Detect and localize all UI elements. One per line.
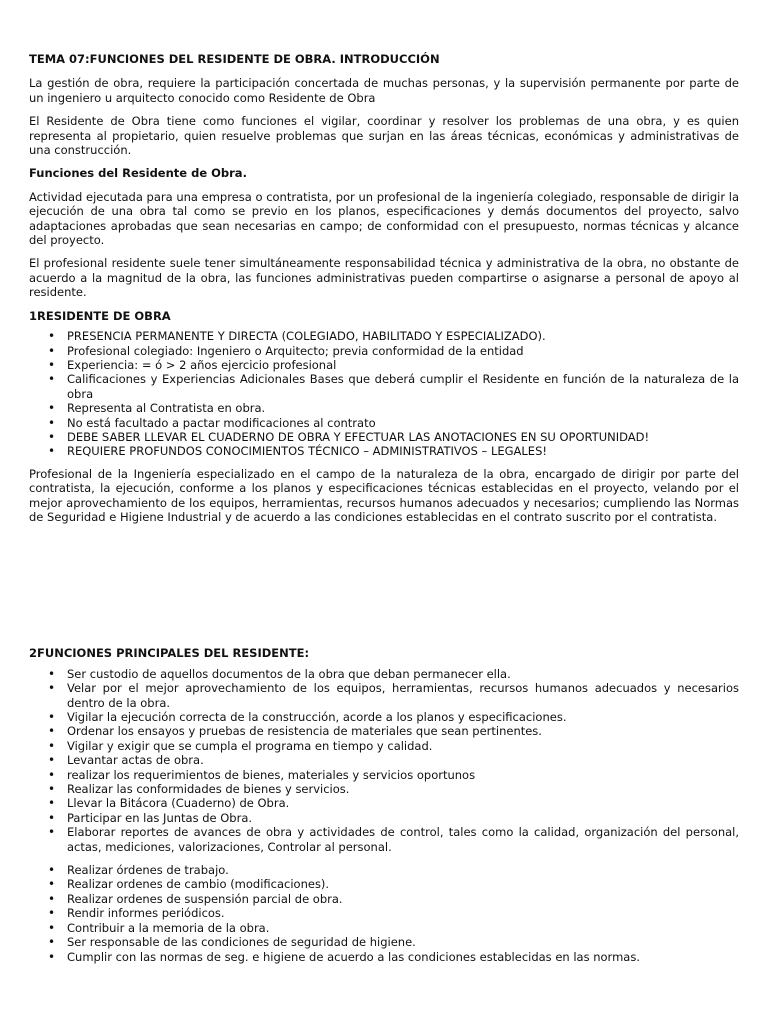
list-item-text: Ser custodio de aquellos documentos de la obra que deban permanecer ella. [67, 666, 511, 681]
intro-paragraph-2: El Residente de Obra tiene como funciones el vigilar, coordinar y resolver los problemas de una obra, y es quien representa al propietario, quien resuelve problemas que surjan en las áreas técnicas, económicas y administrativas de una construcción. [29, 114, 739, 158]
list-item [29, 739, 739, 753]
bullet-icon: • [48, 891, 56, 906]
list-item-text: Ser responsable de las condiciones de seguridad de higiene. [67, 935, 416, 950]
list-item-text: Experiencia: = ó > 2 años ejercicio profesional [67, 357, 337, 372]
bullet-icon: • [48, 767, 56, 782]
bullet-icon: • [48, 782, 56, 797]
bullet-icon: • [48, 401, 56, 416]
list-item-text: Representa al Contratista en obra. [67, 401, 266, 416]
list-item-text: DEBE SABER LLEVAR EL CUADERNO DE OBRA Y EFECTUAR LAS ANOTACIONES EN SU OPORTUNIDAD! [67, 429, 650, 444]
list-item-text: Ordenar los ensayos y pruebas de resistencia de materiales que sean pertinentes. [67, 724, 542, 739]
bullet-icon: • [48, 825, 56, 840]
list-item [29, 935, 739, 949]
list-item-text: Rendir informes periódicos. [67, 906, 225, 921]
funciones-paragraph-1: Actividad ejecutada para una empresa o contratista, por un profesional de la ingeniería colegiado, responsable de dirigir la ejecución de una obra tal como se previo en los planos, especificaciones y demás documentos del proyecto, salvo adaptaciones aprobadas que sean necesarias en campo; de conformidad con el presupuesto, normas técnicas y alcance del proyecto. [29, 189, 739, 248]
list-item-text: Velar por el mejor aprovechamiento de los equipos, herramientas, recursos humanos adecuados y necesarios dentro de la obra. [67, 681, 739, 710]
bullet-icon: • [48, 429, 56, 444]
list-item-text: Elaborar reportes de avances de obra y actividades de control, tales como la calidad, organización del personal, actas, mediciones, valorizaciones, Controlar al personal. [67, 825, 739, 854]
list-item-text: Realizar órdenes de trabajo. [67, 863, 229, 878]
bullet-icon: • [48, 796, 56, 811]
list-item [29, 863, 739, 877]
bullet-icon: • [48, 753, 56, 768]
list-item [29, 710, 739, 724]
section1-list [29, 329, 739, 459]
bullet-icon: • [48, 863, 56, 878]
list-item-text: Llevar la Bitácora (Cuaderno) de Obra. [67, 796, 290, 811]
list-item-text: Realizar ordenes de cambio (modificaciones). [67, 877, 330, 892]
bullet-icon: • [48, 666, 56, 681]
list-item [29, 358, 739, 372]
list-gap [29, 854, 739, 863]
document-page [29, 52, 739, 972]
bullet-icon: • [48, 906, 56, 921]
document-title: TEMA 07:FUNCIONES DEL RESIDENTE DE OBRA. INTRODUCCIÓN [29, 52, 440, 66]
section1-heading: 1RESIDENTE DE OBRA [29, 308, 171, 323]
list-item [29, 753, 739, 767]
section1-paragraph: Profesional de la Ingeniería especializado en el campo de la naturaleza de la obra, encargado de dirigir por parte del contratista, la ejecución, conforme a los planos y especificaciones técnicas establecidas en el proyecto, velando por el mejor aprovechamiento de los equipos, herramientas, recursos humanos adecuados y necesarios; cumpliendo las Normas de Seguridad e Higiene Industrial y de acuerdo a las condiciones establecidas en el contrato suscrito por el contratista. [29, 466, 739, 524]
list-item-text: Cumplir con las normas de seg. e higiene de acuerdo a las condiciones establecidas en las normas. [67, 949, 640, 964]
bullet-icon: • [48, 415, 56, 430]
bullet-icon: • [48, 935, 56, 950]
list-item-text: Levantar actas de obra. [67, 753, 204, 768]
list-item [29, 782, 739, 796]
list-item [29, 724, 739, 738]
bullet-icon: • [48, 343, 56, 358]
list-item [29, 344, 739, 358]
section2-list-a [29, 667, 739, 854]
list-item-text: realizar los requerimientos de bienes, materiales y servicios oportunos [67, 767, 476, 782]
list-item [29, 877, 739, 891]
list-item-text: REQUIERE PROFUNDOS CONOCIMIENTOS TÉCNICO – ADMINISTRATIVOS – LEGALES! [67, 444, 547, 459]
funciones-paragraph-2: El profesional residente suele tener simultáneamente responsabilidad técnica y administrativa de la obra, no obstante de acuerdo a la magnitud de la obra, las funciones administrativas pueden compartirse o asignarse a personal de apoyo al residente. [29, 256, 739, 300]
blank-space [29, 533, 739, 646]
list-item [29, 906, 739, 920]
list-item [29, 444, 739, 458]
list-item [29, 372, 739, 401]
bullet-icon: • [48, 724, 56, 739]
bullet-icon: • [48, 329, 56, 344]
list-item [29, 796, 739, 810]
list-item-text: Vigilar la ejecución correcta de la construcción, acorde a los planos y especificaciones. [67, 710, 567, 724]
intro-paragraph-1: La gestión de obra, requiere la participación concertada de muchas personas, y la supervisión permanente por parte de un ingeniero u arquitecto conocido como Residente de Obra [29, 76, 739, 105]
section2-list-b [29, 863, 739, 964]
list-item-text: PRESENCIA PERMANENTE Y DIRECTA (COLEGIADO, HABILITADO Y ESPECIALIZADO). [67, 329, 546, 344]
list-item-text: Contribuir a la memoria de la obra. [67, 920, 270, 935]
bullet-icon: • [48, 877, 56, 892]
list-item [29, 416, 739, 430]
bullet-icon: • [48, 920, 56, 935]
list-item-text: Participar en las Juntas de Obra. [67, 810, 253, 825]
list-item [29, 811, 739, 825]
list-item-text: Profesional colegiado: Ingeniero o Arquitecto; previa conformidad de la entidad [67, 343, 524, 358]
list-item [29, 401, 739, 415]
bullet-icon: • [48, 949, 56, 964]
section2-heading: 2FUNCIONES PRINCIPALES DEL RESIDENTE: [29, 646, 310, 661]
list-item [29, 950, 739, 964]
list-item [29, 892, 739, 906]
list-item-text: Realizar las conformidades de bienes y servicios. [67, 782, 350, 797]
list-item [29, 667, 739, 681]
list-item [29, 681, 739, 710]
funciones-heading: Funciones del Residente de Obra. [29, 166, 247, 181]
bullet-icon: • [48, 681, 56, 696]
list-item [29, 825, 739, 854]
list-item-text: No está facultado a pactar modificaciones al contrato [67, 415, 376, 430]
list-item [29, 921, 739, 935]
list-item [29, 768, 739, 782]
list-item [29, 430, 739, 444]
list-item [29, 329, 739, 343]
bullet-icon: • [48, 444, 56, 459]
list-item-text: Calificaciones y Experiencias Adicionales Bases que deberá cumplir el Residente en función de la naturaleza de la obra [67, 372, 739, 401]
bullet-icon: • [48, 738, 56, 753]
bullet-icon: • [48, 372, 56, 387]
list-item-text: Realizar ordenes de suspensión parcial de obra. [67, 891, 343, 906]
bullet-icon: • [48, 357, 56, 372]
bullet-icon: • [48, 710, 56, 724]
list-item-text: Vigilar y exigir que se cumpla el programa en tiempo y calidad. [67, 738, 433, 753]
bullet-icon: • [48, 810, 56, 825]
